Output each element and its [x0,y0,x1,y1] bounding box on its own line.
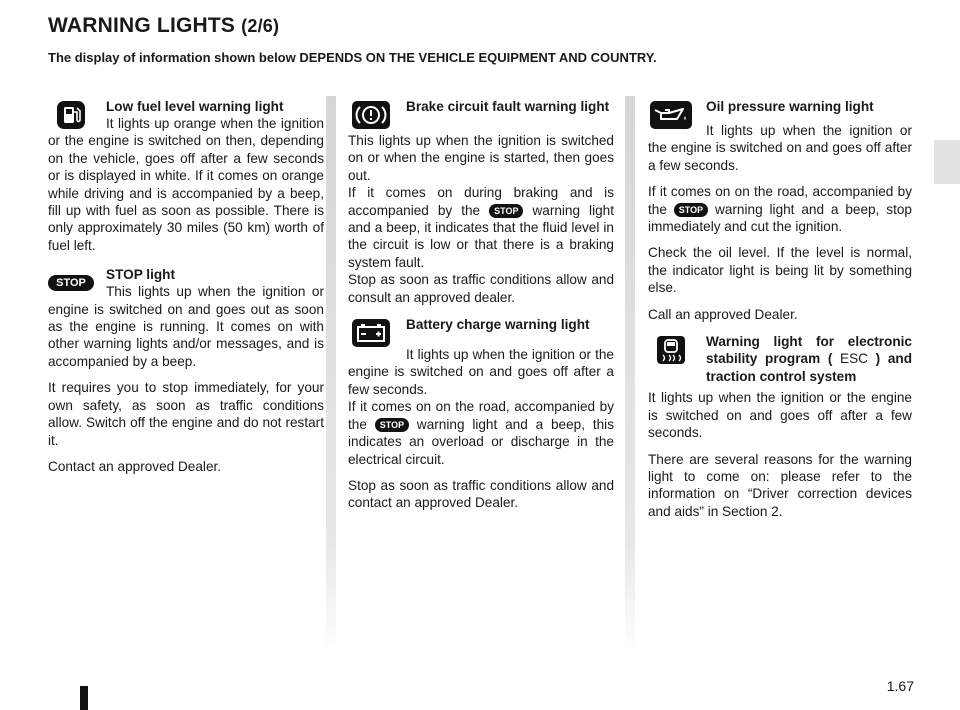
stop-light-paragraph: It requires you to stop immediately, for your own safety, as soon as traffic conditions allow. Switch off the engine and do not restart it. [48,380,324,448]
page-subtitle: The display of information shown below DEPENDS ON THE VEHICLE EQUIPMENT AND COUNTRY. [48,50,657,65]
brake-text-b: warning light and a beep, it indicates that the fluid level in the circuit is low or that there is a braking system fault. [348,202,614,270]
oil-warning-paragraph [648,183,912,235]
esc-heading-b: ) and traction control system [706,351,913,384]
column-3 [648,98,912,530]
fuel-warning-text: It lights up orange when the ignition or the engine is switched on then, depending on the vehicle, goes off after a few seconds or is displayed in white. If it comes on orange while driving and is accompanied by a beep, fill up with fuel as soon as possible. There is only approximately 30 miles (50 km) worth of fuel left. [48,116,324,253]
page-number: 1.67 [886,678,914,694]
stop-light-text: This lights up when the ignition or engine is switched on and goes out as soon as the engine is running. It comes on with other warning lights and/or messages, and is accompanied by a beep. [48,284,324,369]
brake-text-a: If it comes on during braking and is accompanied by the [348,185,614,218]
battery-warning-heading: Battery charge warning light [406,317,590,333]
battery-text-a: If it comes on on the road, accompanied by the [348,399,614,432]
esc-warning-heading [706,333,912,385]
fuel-warning-head [48,98,324,132]
stop-light-head [48,266,324,300]
stop-badge: STOP [489,204,523,218]
stop-light-contact: Contact an approved Dealer. [48,458,222,474]
stop-light-section [48,266,324,475]
column-divider [326,96,336,656]
fuel-warning-section [48,98,324,254]
esc-warning-paragraph: There are several reasons for the warning light to come on: please refer to the information on “Driver correction devices and aids” in Section 2. [648,451,912,519]
column-divider [625,96,635,656]
oil-warning-heading: Oil pressure warning light [706,99,874,114]
column-2 [348,98,614,522]
stop-badge: STOP [48,275,94,291]
stop-badge: STOP [375,418,409,432]
esc-warning-head [648,333,912,385]
section-tab [934,140,960,184]
battery-warning-section [348,316,614,512]
oil-level-check-text: Check the oil level. If the level is normal, the indicator light is being lit by something else. [648,245,912,296]
oil-text-a: If it comes on on the road, accompanied by the [648,184,912,217]
page-title [48,14,279,38]
oil-call-dealer: Call an approved Dealer. [648,306,798,322]
battery-warning-text: It lights up when the ignition or the engine is switched on and goes off after a few seconds. [348,347,614,397]
oil-warning-text: It lights up when the ignition or the engine is switched on and goes off after a few seconds. [648,123,912,173]
brake-warning-section [348,98,614,306]
esc-warning-text: It lights up when the ignition or the engine is switched on and goes off after a few seconds. [648,390,912,441]
brake-warning-head [348,98,614,132]
esc-abbreviation: ESC [840,351,868,367]
column-1 [48,98,324,485]
title-suffix: (2/6) [241,16,280,36]
brake-warning-advice: Stop as soon as traffic conditions allow and consult an approved dealer. [348,272,614,305]
fuel-pump-icon [48,100,94,130]
brake-warning-paragraph [348,184,614,271]
stop-light-heading: STOP light [106,267,175,283]
oil-warning-section [648,98,912,323]
title-text: WARNING LIGHTS [48,14,236,37]
battery-warning-paragraph [348,398,614,468]
stop-icon [48,268,94,298]
oil-warning-head [648,98,912,132]
battery-warning-head [348,316,614,350]
oil-can-icon [648,100,694,130]
battery-warning-advice: Stop as soon as traffic conditions allow and contact an approved Dealer. [348,477,614,511]
esc-heading-a: Warning light for electronic stability program ( [706,334,912,367]
crop-mark [80,686,88,710]
brake-warning-text: This lights up when the ignition is switched on or when the engine is started, then goes out. [348,133,614,183]
oil-text-b: warning light and a beep, stop immediately and cut the ignition. [648,201,912,235]
brake-warning-icon [348,100,394,130]
fuel-warning-heading: Low fuel level warning light [106,99,284,114]
skidding-car-icon [648,335,694,365]
stop-badge: STOP [674,203,708,217]
battery-text-b: warning light and a beep, this indicates an overload or discharge in the electrical circuit. [348,416,614,467]
brake-warning-heading: Brake circuit fault warning light [406,99,610,114]
battery-icon [348,318,394,348]
esc-warning-section [648,333,912,520]
